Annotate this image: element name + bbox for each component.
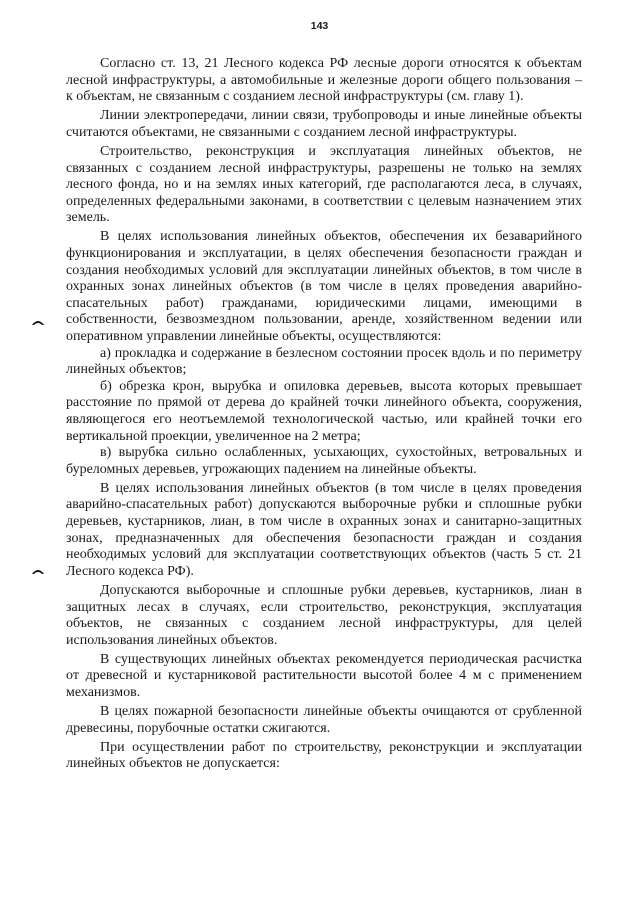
margin-mark	[31, 567, 45, 575]
paragraph: В существующих линейных объектах рекомендуется периодическая расчистка от древесной и кустарниковой растительности высотой более 4 м с применением механизмов.	[66, 651, 582, 700]
paragraph: В целях использования линейных объектов (в том числе в целях проведения аварийно-спасательных работ) допускаются выборочные рубки и сплошные рубки деревьев, кустарников, лиан, в том числе в охранных зонах и санитарно-защитных зонах, предназначенных для обеспечения безопасности граждан и создания необходимых условий для эксплуатации соответствующих объектов (часть 5 ст. 21 Лесного кодекса РФ).	[66, 480, 582, 579]
list-item: б) обрезка крон, вырубка и опиловка деревьев, высота которых превышает расстояние по прямой от дерева до крайней точки линейного объекта, сооружения, являющегося его неотъемлемой технологической частью, или крайней точки его вертикальной проекции, увеличенное на 2 метра;	[66, 378, 582, 444]
paragraph: При осуществлении работ по строительству, реконструкции и эксплуатации линейных объектов не допускается:	[66, 739, 582, 772]
paragraph: Допускаются выборочные и сплошные рубки деревьев, кустарников, лиан в защитных лесах в случаях, если строительство, реконструкция, эксплуатация объектов, не связанных с созданием лесной инфраструктуры, для целей использования линейных объектов.	[66, 582, 582, 648]
paragraph: В целях пожарной безопасности линейные объекты очищаются от срубленной древесины, порубочные остатки сжигаются.	[66, 704, 582, 736]
list-item: в) вырубка сильно ослабленных, усыхающих, сухостойных, ветровальных и буреломных деревьев, угрожающих падением на линейные объекты.	[66, 445, 582, 477]
list-item: а) прокладка и содержание в безлесном состоянии просек вдоль и по периметру линейных объектов;	[66, 345, 582, 378]
page-body	[66, 56, 582, 773]
paragraph: Линии электропередачи, линии связи, трубопроводы и иные линейные объекты считаются объектами, не связанными с созданием лесной инфраструктуры.	[66, 108, 582, 140]
page-number: 143	[310, 20, 329, 32]
margin-mark	[31, 318, 45, 326]
paragraph: Согласно ст. 13, 21 Лесного кодекса РФ лесные дороги относятся к объектам лесной инфраструктуры, а автомобильные и железные дороги общего пользования – к объектам, не связанным с созданием лесной инфраструктуры (см. главу 1).	[66, 56, 582, 105]
paragraph: Строительство, реконструкция и эксплуатация линейных объектов, не связанных с созданием лесной инфраструктуры, разрешены не только на землях лесного фонда, но и на землях иных категорий, где располагаются леса, в случаях, определенных федеральными законами, в соответствии с целевым назначением этих земель.	[66, 143, 582, 226]
paragraph: В целях использования линейных объектов, обеспечения их безаварийного функционирования и эксплуатации, в целях обеспечения безопасности граждан и создания необходимых условий для эксплуатации линейных объектов, в том числе в охранных зонах линейных объектов (в том числе в целях проведения аварийно-спасательных работ) гражданами, юридическими лицами, имеющими в собственности, безвозмездном пользовании, аренде, хозяйственном ведении или оперативном управлении линейные объекты, осуществляются:	[66, 229, 582, 344]
